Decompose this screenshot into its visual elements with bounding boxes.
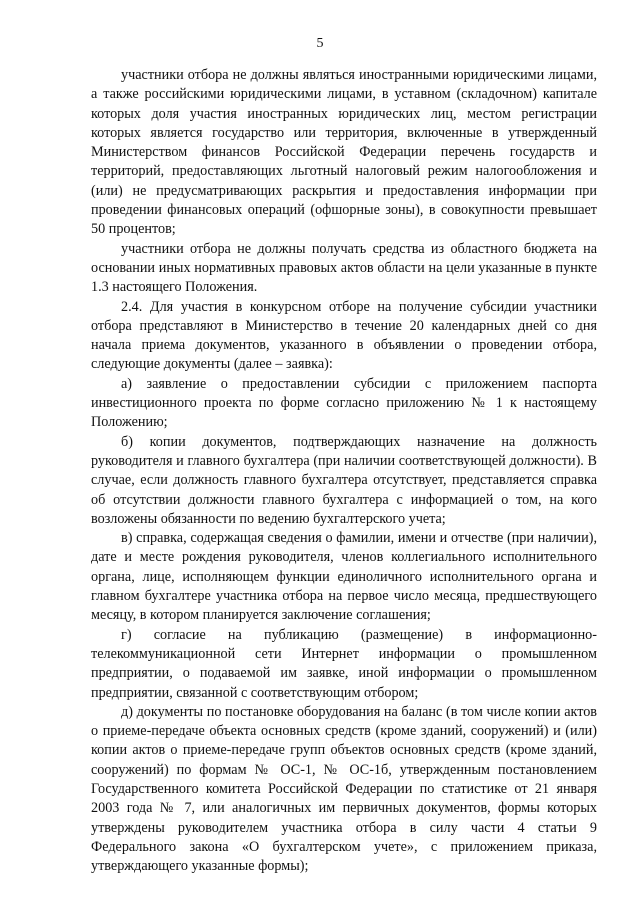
paragraph-budget-restriction: участники отбора не должны получать средства из областного бюджета на основании иных нормативных правовых актов области на цели указанные в пункте 1.3 настоящего Положения. [91, 240, 597, 296]
page-number: 5 [316, 36, 324, 51]
paragraph-offshore-restriction: участники отбора не должны являться иностранными юридическими лицами, а также российскими юридическими лицами, в уставном (складочном) капитале которых доля участия иностранных юридических лиц, местом регистрации которых является государство или территория, включенные в утвержденный Министерством финансов Российской Федерации перечень государств и территорий, предоставляющих льготный налоговый режим налогообложения и (или) не предусматривающих раскрытия и предоставления информации при проведении финансовых операций (офшорные зоны), в совокупности превышает 50 процентов; [91, 67, 597, 238]
list-item-a: а) заявление о предоставлении субсидии с приложением паспорта инвестиционного проекта по форме согласно приложению № 1 к настоящему Положению; [91, 375, 597, 431]
list-item-v: в) справка, содержащая сведения о фамилии, имени и отчестве (при наличии), дате и месте рождения руководителя, членов коллегиального исполнительного органа, лице, исполняющем функции единоличного исполнительного органа и главном бухгалтере участника отбора на первое число месяца, предшествующего месяцу, в котором планируется заключение соглашения; [91, 530, 597, 624]
list-item-d: д) документы по постановке оборудования на баланс (в том числе копии актов о приеме-передаче объекта основных средств (кроме зданий, сооружений) и (или) копии актов о приеме-передаче групп объектов основных средств (кроме зданий, сооружений) по формам № ОС-1, № ОС-1б, утвержденным постановлением Государственного комитета Российской Федерации по статистике от 21 января 2003 года № 7, или аналогичных им первичных документов, формы которых утверждены руководителем участника отбора в силу части 4 статьи 9 Федерального закона «О бухгалтерском учете», с приложением приказа, утверждающего указанные формы); [91, 703, 597, 875]
list-item-g: г) согласие на публикацию (размещение) в информационно-телекоммуникационной сети Интернет информации о промышленном предприятии, о подаваемой им заявке, иной информации о промышленном предприятии, связанной с соответствующим отбором; [91, 626, 597, 701]
paragraph-clause-2-4: 2.4. Для участия в конкурсном отборе на получение субсидии участники отбора представляют в Министерство в течение 20 календарных дней со дня начала приема документов, указанного в объявлении о проведении отбора, следующие документы (далее – заявка): [91, 298, 597, 373]
list-item-b: б) копии документов, подтверждающих назначение на должность руководителя и главного бухгалтера (при наличии соответствующей должности). В случае, если должность главного бухгалтера отсутствует, представляется справка об отсутствии должности главного бухгалтера с информацией о том, на кого возложены обязанности по ведению бухгалтерского учета; [91, 433, 597, 527]
document-body [91, 66, 597, 876]
